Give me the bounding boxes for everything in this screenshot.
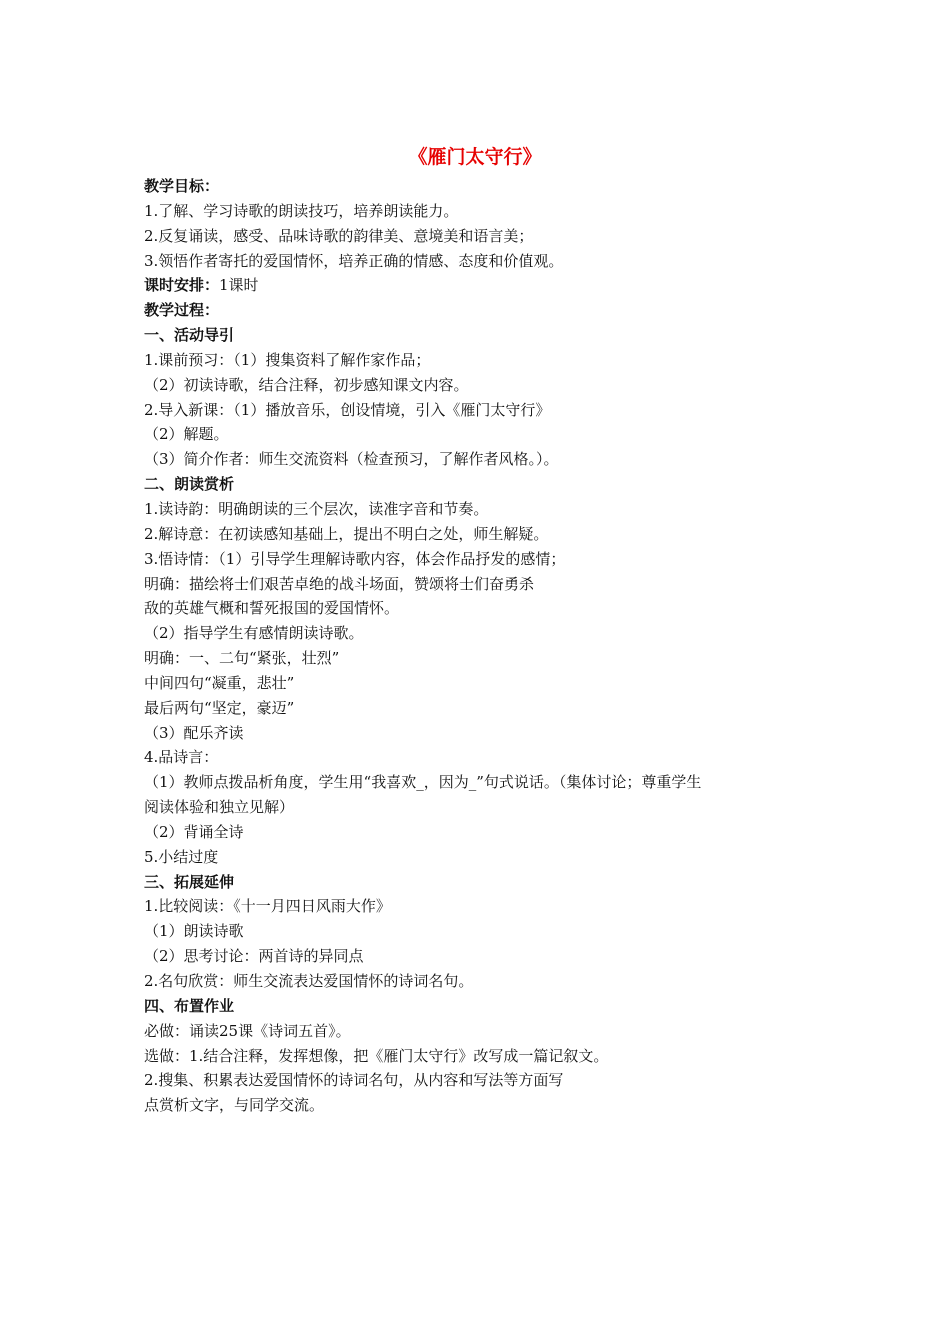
goal-item: 3.领悟作者寄托的爱国情怀，培养正确的情感、态度和价值观。 <box>144 251 564 270</box>
section-heading: 四、布置作业 <box>144 996 235 1015</box>
section-line: 敌的英雄气概和誓死报国的爱国情怀。 <box>144 599 400 618</box>
section-line: 1.课前预习：（1）搜集资料了解作家作品； <box>144 350 431 369</box>
section-line: 明确：一、二句“紧张，壮烈” <box>144 649 340 668</box>
section-line: 中间四句“凝重，悲壮” <box>144 673 295 692</box>
goals-heading: 教学目标： <box>144 177 220 195</box>
schedule-line <box>144 273 814 298</box>
section-line: （2）背诵全诗 <box>144 822 244 841</box>
section-heading: 二、朗读赏析 <box>144 475 235 494</box>
section-line: 明确：描绘将士们艰苦卓绝的战斗场面，赞颂将士们奋勇杀 <box>144 574 535 593</box>
section-line: （3）简介作者：师生交流资料（检查预习，了解作者风格。）。 <box>144 450 559 469</box>
section-line: （2）解题。 <box>144 425 229 444</box>
section-line: 点赏析文字，与同学交流。 <box>144 1096 325 1115</box>
section-heading: 三、拓展延伸 <box>144 872 235 891</box>
section-line: 必做：诵读25课《诗词五首》。 <box>144 1021 351 1040</box>
section-line: （2）初读诗歌，结合注释，初步感知课文内容。 <box>144 375 469 394</box>
section-line: （3）配乐齐读 <box>144 723 244 742</box>
section-line: 5.小结过度 <box>144 847 219 866</box>
section-line: 2.解诗意：在初读感知基础上，提出不明白之处，师生解疑。 <box>144 524 549 543</box>
section-line: 阅读体验和独立见解） <box>144 798 295 817</box>
section-line: 1.读诗韵：明确朗读的三个层次，读准字音和节奏。 <box>144 499 489 518</box>
section-line: 1.比较阅读：《十一月四日风雨大作》 <box>144 897 391 916</box>
goal-item: 1.了解、学习诗歌的朗读技巧，培养朗读能力。 <box>144 201 459 220</box>
document-title: 《雁门太守行》 <box>408 146 542 168</box>
section-line: 2.名句欣赏：师生交流表达爱国情怀的诗词名句。 <box>144 972 474 990</box>
process-heading: 教学过程： <box>144 301 220 320</box>
section-heading: 一、活动导引 <box>144 326 235 345</box>
section-line: （2）思考讨论：两首诗的异同点 <box>144 947 364 966</box>
section-line: 2.搜集、积累表达爱国情怀的诗词名句，从内容和写法等方面写 <box>144 1071 564 1090</box>
section-line: 选做：1.结合注释，发挥想像，把《雁门太守行》改写成一篇记叙文。 <box>144 1046 609 1065</box>
section-line: 2.导入新课：（1）播放音乐，创设情境，引入《雁门太守行》 <box>144 400 551 419</box>
schedule-value: 1课时 <box>219 276 259 295</box>
document-body <box>144 174 814 1118</box>
section-line: （2）指导学生有感情朗读诗歌。 <box>144 624 364 643</box>
section-line: 最后两句“坚定，豪迈” <box>144 698 295 717</box>
goal-item: 2.反复诵读，感受、品味诗歌的韵律美、意境美和语言美； <box>144 226 534 245</box>
section-line: 4.品诗言： <box>144 748 219 767</box>
section-line: 3.悟诗情：（1）引导学生理解诗歌内容，体会作品抒发的感情； <box>144 549 566 568</box>
section-line: （1）教师点拨品析角度，学生用“我喜欢_，因为_”句式说话。（集体讨论；尊重学生 <box>144 773 702 792</box>
section-line: （1）朗读诗歌 <box>144 922 244 941</box>
schedule-label: 课时安排： <box>144 276 220 295</box>
